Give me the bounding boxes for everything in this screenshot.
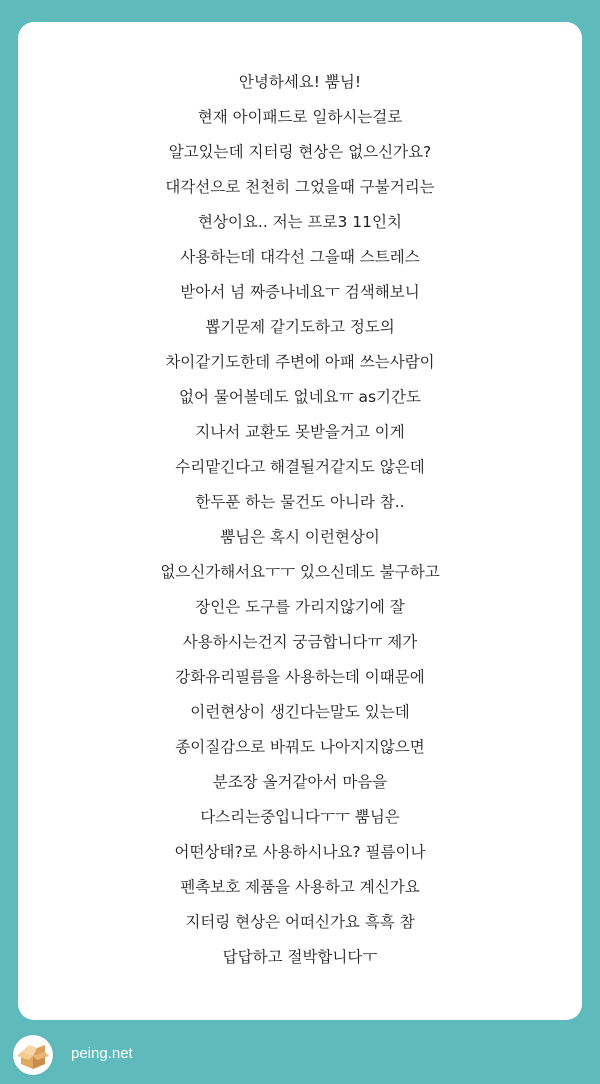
message-line: 차이같기도한데 주변에 아패 쓰는사람이: [165, 353, 435, 371]
message-line: 현재 아이패드로 일하시는걸로: [197, 108, 403, 126]
message-line: 펜촉보호 제품을 사용하고 계신가요: [180, 878, 420, 896]
message-line: 없어 물어볼데도 없네요ㅠ as기간도: [179, 388, 421, 406]
message-line: 뿜님은 혹시 이런현상이: [220, 528, 380, 546]
message-line: 어떤상태?로 사용하시나요? 필름이나: [174, 843, 426, 861]
site-name-link[interactable]: peing.net: [71, 1045, 133, 1062]
message-line: 이런현상이 생긴다는말도 있는데: [190, 703, 410, 721]
message-line: 수리맡긴다고 해결될거같지도 않은데: [175, 458, 425, 476]
message-line: 강화유리필름을 사용하는데 이때문에: [175, 668, 425, 686]
message-line: 없으신가해서요ㅜㅜ 있으신데도 불구하고: [160, 563, 440, 581]
message-line: 분조장 올거같아서 마음을: [212, 773, 388, 791]
message-line: 사용하시는건지 궁금합니다ㅠ 제가: [182, 633, 418, 651]
message-line: 안녕하세요! 뿜님!: [238, 73, 362, 91]
message-line: 종이질감으로 바꿔도 나아지지않으면: [175, 738, 425, 756]
message-line: 지나서 교환도 못받을거고 이게: [195, 423, 405, 441]
message-line: 뽑기문제 같기도하고 정도의: [205, 318, 395, 336]
message-line: 현상이요.. 저는 프로3 11인치: [198, 213, 402, 231]
site-footer: [0, 1034, 600, 1076]
question-card: [18, 22, 582, 1020]
message-line: 알고있는데 지터링 현상은 없으신가요?: [168, 143, 432, 161]
message-line: 지터링 현상은 어떠신가요 흑흑 참: [185, 913, 415, 931]
message-line: 사용하는데 대각선 그을때 스트레스: [180, 248, 420, 266]
question-message: [18, 65, 582, 975]
message-line: 한두푼 하는 물건도 아니라 참..: [195, 493, 405, 511]
message-line: 대각선으로 천천히 그었을때 구불거리는: [165, 178, 435, 196]
message-line: 다스리는중입니다ㅜㅜ 뿜님은: [200, 808, 400, 826]
message-line: 장인은 도구를 가리지않기에 잘: [195, 598, 405, 616]
message-line: 받아서 넘 짜증나네요ㅜ 검색해보니: [180, 283, 420, 301]
peing-box-icon[interactable]: [13, 1035, 53, 1075]
message-line: 답답하고 절박합니다ㅜ: [222, 948, 378, 966]
